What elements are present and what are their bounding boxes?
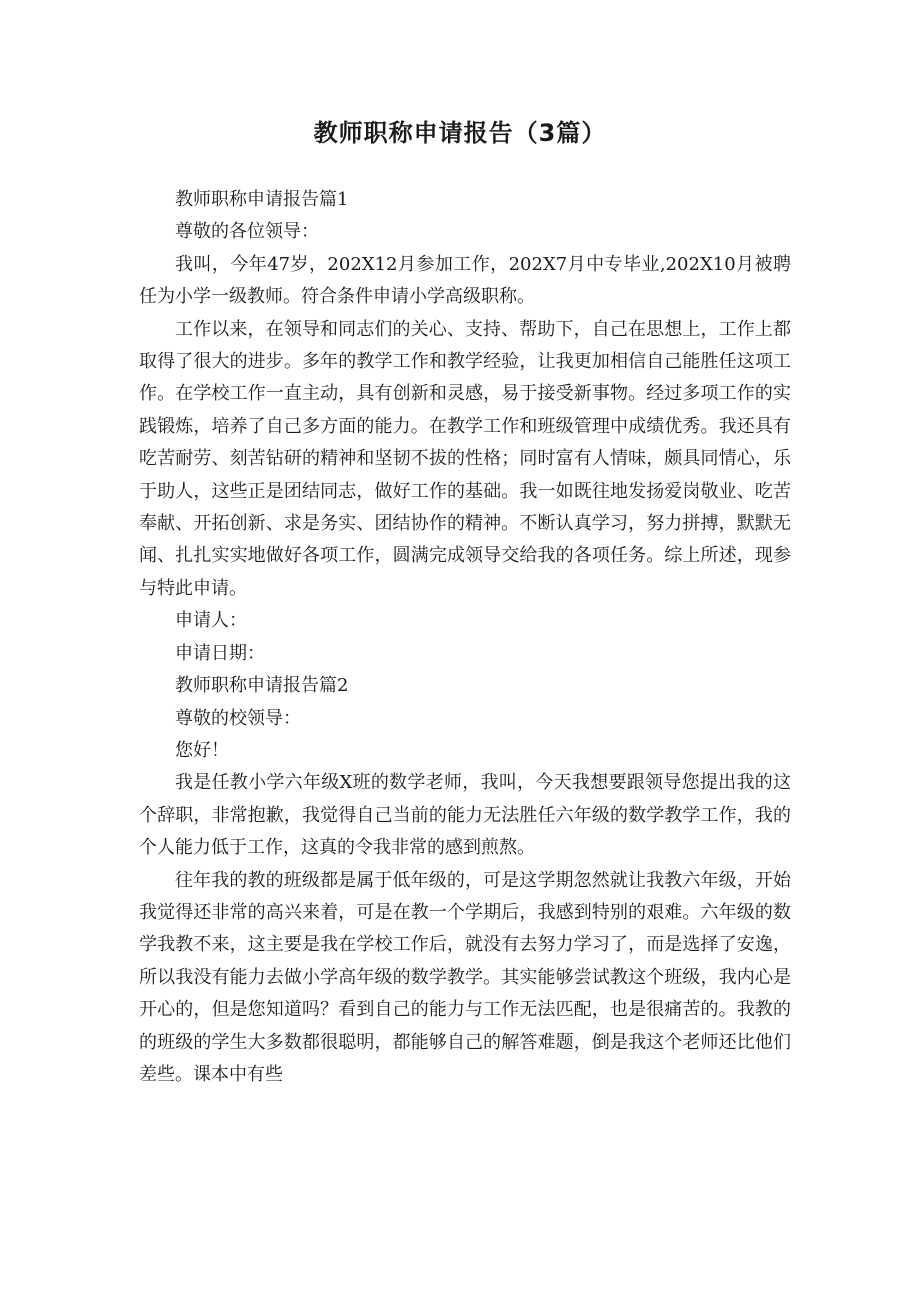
greeting: 您好！ <box>175 739 229 761</box>
paragraph: 工作以来，在领导和同志们的关心、支持、帮助下，自己在思想上，工作上都取得了很大的进步。多年的教学工作和教学经验，让我更加相信自己能胜任这项工作。在学校工作一直主动，具有创新和灵感，易于接受新事物。经过多项工作的实践锻炼，培养了自己多方面的能力。在教学工作和班级管理中成绩优秀。我还具有吃苦耐劳、刻苦钻研的精神和坚韧不拔的性格；同时富有人情味，颇具同情心，乐于助人，这些正是团结同志，做好工作的基础。我一如既往地发扬爱岗敬业、吃苦奉献、开拓创新、求是务实、团结协作的精神。不断认真学习，努力拼搏，默默无闻、扎扎实实地做好各项工作，圆满完成领导交给我的各项任务。综上所述，现参与特此申请。 <box>139 318 791 599</box>
salutation-2: 尊敬的校领导： <box>175 707 301 729</box>
paragraph: 我叫，今年47岁，202X12月参加工作，202X7月中专毕业,202X10月被聘任为小学一级教师。符合条件申请小学高级职称。 <box>139 253 791 308</box>
date-line: 申请日期： <box>175 642 265 664</box>
document-body <box>139 184 791 1091</box>
salutation-1: 尊敬的各位领导： <box>175 221 319 243</box>
section-heading-2: 教师职称申请报告篇2 <box>175 675 349 697</box>
paragraph: 往年我的教的班级都是属于低年级的，可是这学期忽然就让我教六年级，开始我觉得还非常的高兴来着，可是在教一个学期后，我感到特别的艰难。六年级的数学我教不来，这主要是我在学校工作后，就没有去努力学习了，而是选择了安逸，所以我没有能力去做小学高年级的数学教学。其实能够尝试教这个班级，我内心是开心的，但是您知道吗？看到自己的能力与工作无法匹配，也是很痛苦的。我教的的班级的学生大多数都很聪明，都能够自己的解答难题，倒是我这个老师还比他们差些。课本中有些 <box>139 869 791 1085</box>
document-title: 教师职称申请报告（3篇） <box>313 119 607 147</box>
section-heading-1: 教师职称申请报告篇1 <box>175 189 349 210</box>
paragraph: 我是任教小学六年级X班的数学老师，我叫，今天我想要跟领导您提出我的这个辞职，非常抱歉，我觉得自己当前的能力无法胜任六年级的数学教学工作，我的个人能力低于工作，这真的令我非常的感到煎熬。 <box>139 772 791 859</box>
applicant-line: 申请人： <box>175 610 247 632</box>
